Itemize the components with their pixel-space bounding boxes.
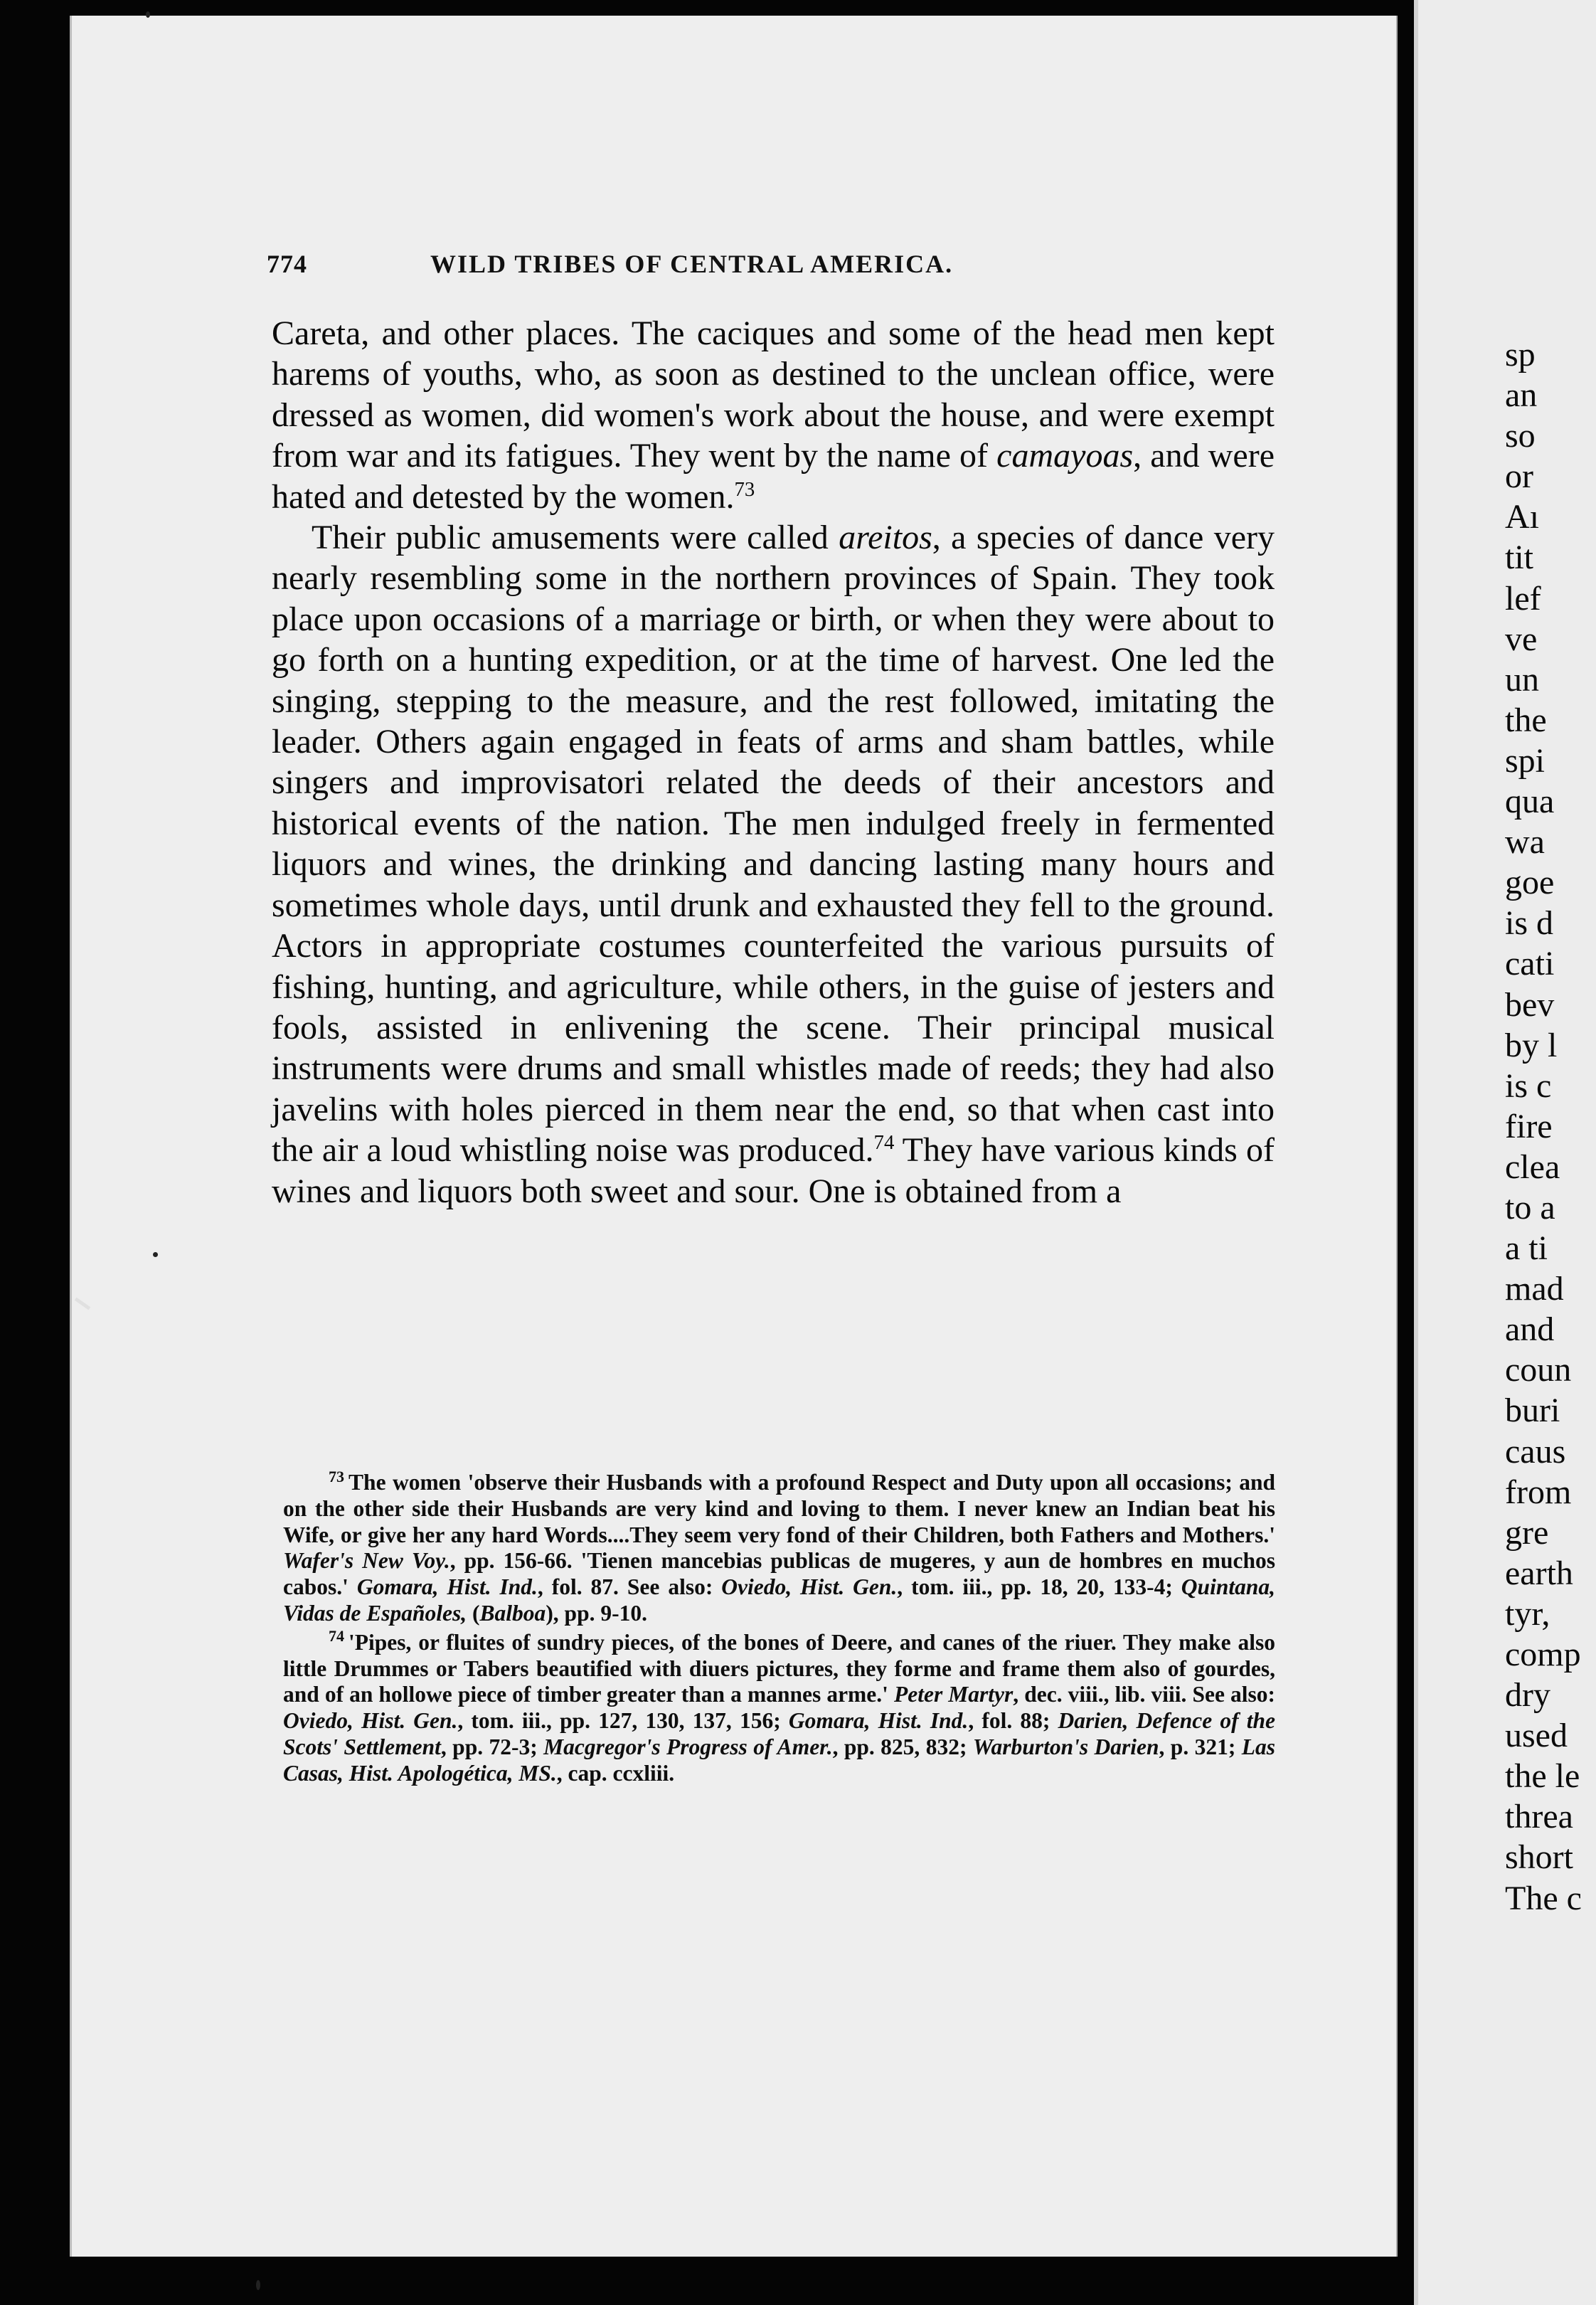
main-text bbox=[272, 313, 1275, 1212]
footnote-citation: Peter Martyr bbox=[893, 1682, 1014, 1707]
facing-page-line: short bbox=[1505, 1838, 1573, 1877]
paragraph-2 bbox=[272, 517, 1275, 1212]
facing-page-line: fire bbox=[1505, 1107, 1553, 1145]
facing-page-line: caus bbox=[1505, 1432, 1566, 1471]
facing-page-line: ve bbox=[1505, 620, 1538, 658]
facing-page-line: wa bbox=[1505, 823, 1545, 862]
footnote-citation: Gomara, Hist. Ind. bbox=[356, 1574, 538, 1600]
facing-page-line: goe bbox=[1505, 864, 1555, 902]
facing-page-line: lef bbox=[1505, 579, 1541, 618]
running-title: WILD TRIBES OF CENTRAL AMERICA. bbox=[430, 250, 954, 278]
facing-page-line: un bbox=[1505, 660, 1539, 699]
footnote-text: The women 'observe their Husbands with a profound Respect and Duty upon all occasions; and on the other side their Husbands are very kind and loving to them. I never knew an Indian beat his Wife, or give her any hard Words....They seem very fond of their Children, both Fathers and Mothers.' bbox=[283, 1470, 1275, 1547]
facing-page-line: earth bbox=[1505, 1554, 1573, 1592]
footnote-73 bbox=[283, 1467, 1275, 1627]
facing-page-line: tyr, bbox=[1505, 1594, 1550, 1633]
facing-page-line: Aı bbox=[1505, 498, 1539, 536]
facing-page-line: dry bbox=[1505, 1676, 1550, 1715]
footnote-citation: Quintana, Vidas de Españoles, bbox=[283, 1574, 1275, 1626]
facing-page-line: used bbox=[1505, 1717, 1568, 1755]
facing-page-line: so bbox=[1505, 417, 1536, 455]
footnote-text: , tom. iii., pp. 18, 20, 133-4; bbox=[897, 1574, 1181, 1600]
footnote-text: , pp. 156-66. 'Tienen mancebias publicas de mugeres, y aun de hombres en muchos cabos.' bbox=[283, 1548, 1275, 1600]
paragraph-2-italic-term: areitos bbox=[839, 519, 932, 557]
facing-page-line: qua bbox=[1505, 783, 1555, 821]
footnote-citation: Balboa bbox=[479, 1600, 546, 1626]
paragraph-2-text-b: , a species of dance very nearly resembling some in the northern provinces of Spain. They took place upon occasions of a marriage or birth, or when they were about to go forth on a hunting expedition, or at the time of harvest. One led the singing, stepping to the measure, and the rest followed, imitating the leader. Others again engaged in feats of arms and sham battles, while singers and improvisatori related the deeds of their ancestors and historical events of the nation. The men indulged freely in fermented liquors and wines, the drinking and dancing lasting many hours and sometimes whole days, until drunk and exhausted they fell to the ground. Actors in appropriate costumes counterfeited the various pursuits of fishing, hunting, and agriculture, while others, in the guise of jesters and fools, assisted in enlivening the scene. Their principal musical instruments were drums and small whistles made of reeds; they had also javelins with holes pierced in them near the end, so that when cast into the air a loud whistling noise was produced. bbox=[272, 519, 1275, 1170]
facing-page-line: is c bbox=[1505, 1066, 1552, 1105]
footnote-citation: Macgregor's Progress of Amer. bbox=[543, 1734, 833, 1759]
scan-speck bbox=[256, 2280, 260, 2290]
facing-page-line: or bbox=[1505, 457, 1533, 496]
page-number: 774 bbox=[267, 250, 307, 278]
facing-page-line: The c bbox=[1505, 1879, 1582, 1917]
footnote-mark: 74 bbox=[329, 1627, 345, 1646]
footnote-text: , cap. ccxliii. bbox=[556, 1760, 675, 1786]
paragraph-1-text-a: Careta, and other places. The caciques and some of the head men kept harems of youths, who, as soon as destined to the unclean office, were dressed as women, did women's work about the house, and were exempt from war and its fatigues. They went by the name of bbox=[272, 314, 1275, 475]
facing-page-line: mad bbox=[1505, 1270, 1564, 1308]
facing-page-line: bev bbox=[1505, 985, 1555, 1024]
facing-page-line: to a bbox=[1505, 1188, 1555, 1226]
footnote-mark: 73 bbox=[329, 1467, 345, 1485]
footnote-citation: Wafer's New Voy. bbox=[283, 1548, 450, 1574]
facing-page-line: threa bbox=[1505, 1798, 1573, 1836]
footnote-citation: Oviedo, Hist. Gen. bbox=[721, 1574, 898, 1600]
footnote-citation: Gomara, Hist. Ind. bbox=[788, 1708, 969, 1734]
footnote-text: , dec. viii., lib. viii. See also: bbox=[1013, 1682, 1276, 1707]
paragraph-1-italic-term: camayoas bbox=[996, 437, 1134, 475]
footnote-text: , p. 321; bbox=[1159, 1734, 1242, 1759]
facing-page-line: clea bbox=[1505, 1148, 1560, 1186]
paragraph-2-text-a: Their public amusements were called bbox=[312, 519, 839, 557]
footnote-text: , pp. 825, 832; bbox=[832, 1734, 973, 1759]
footnotes bbox=[283, 1467, 1276, 1787]
facing-page-line: is d bbox=[1505, 904, 1554, 943]
footnote-text: , fol. 87. See also: bbox=[537, 1574, 722, 1600]
paragraph-1 bbox=[272, 313, 1275, 517]
facing-page-line: buri bbox=[1505, 1392, 1560, 1430]
footnote-citation: Warburton's Darien bbox=[972, 1734, 1159, 1759]
facing-page-line: the bbox=[1505, 701, 1547, 739]
footnote-text: , tom. iii., pp. 127, 130, 137, 156; bbox=[457, 1708, 789, 1734]
footnote-text: ), pp. 9-10. bbox=[546, 1600, 647, 1626]
footnote-text: 'Pipes, or fluites of sundry pieces, of the bones of Deere, and canes of the riuer. They make also little Drummes or Tabers beautified with diuers pictures, they forme and frame them also of gourdes, and of an hollowe piece of timber greater than a mannes arme.' bbox=[283, 1629, 1275, 1707]
facing-page-line: spi bbox=[1505, 741, 1546, 780]
paragraph-1-text-b: , and were hated and detested by the women. bbox=[272, 437, 1275, 516]
footnote-reference-74: 74 bbox=[873, 1131, 895, 1155]
scan-speck bbox=[146, 11, 150, 18]
footnote-citation: Oviedo, Hist. Gen. bbox=[283, 1708, 458, 1734]
facing-page-line: coun bbox=[1505, 1351, 1572, 1389]
footnote-citation: Darien, Defence of the Scots' Settlement bbox=[283, 1708, 1275, 1759]
scan-speck bbox=[153, 1252, 158, 1257]
facing-page-line: a ti bbox=[1505, 1229, 1548, 1268]
footnote-citation: Las Casas, Hist. Apologética, MS. bbox=[283, 1734, 1275, 1786]
footnote-74 bbox=[283, 1627, 1276, 1787]
footnote-text: , fol. 88; bbox=[968, 1708, 1058, 1734]
facing-page-text-fragments bbox=[1505, 334, 1596, 1919]
facing-page-line: an bbox=[1505, 376, 1538, 415]
facing-page-line: gre bbox=[1505, 1513, 1549, 1552]
footnote-text: , pp. 72-3; bbox=[440, 1734, 544, 1759]
facing-page-line: by l bbox=[1505, 1026, 1558, 1064]
facing-page-line: cati bbox=[1505, 945, 1555, 983]
facing-page-line: sp bbox=[1505, 336, 1536, 373]
facing-page-line: from bbox=[1505, 1473, 1572, 1511]
facing-page-line: comp bbox=[1505, 1636, 1581, 1673]
facing-page-line: the le bbox=[1505, 1757, 1580, 1796]
footnote-reference-73: 73 bbox=[734, 477, 755, 501]
footnote-text: ( bbox=[467, 1600, 480, 1626]
paragraph-2-text-c: They have various kinds of wines and liquors both sweet and sour. One is obtained from a bbox=[272, 1131, 1275, 1210]
facing-page-line: tit bbox=[1505, 539, 1534, 577]
facing-page-line: and bbox=[1505, 1310, 1555, 1349]
